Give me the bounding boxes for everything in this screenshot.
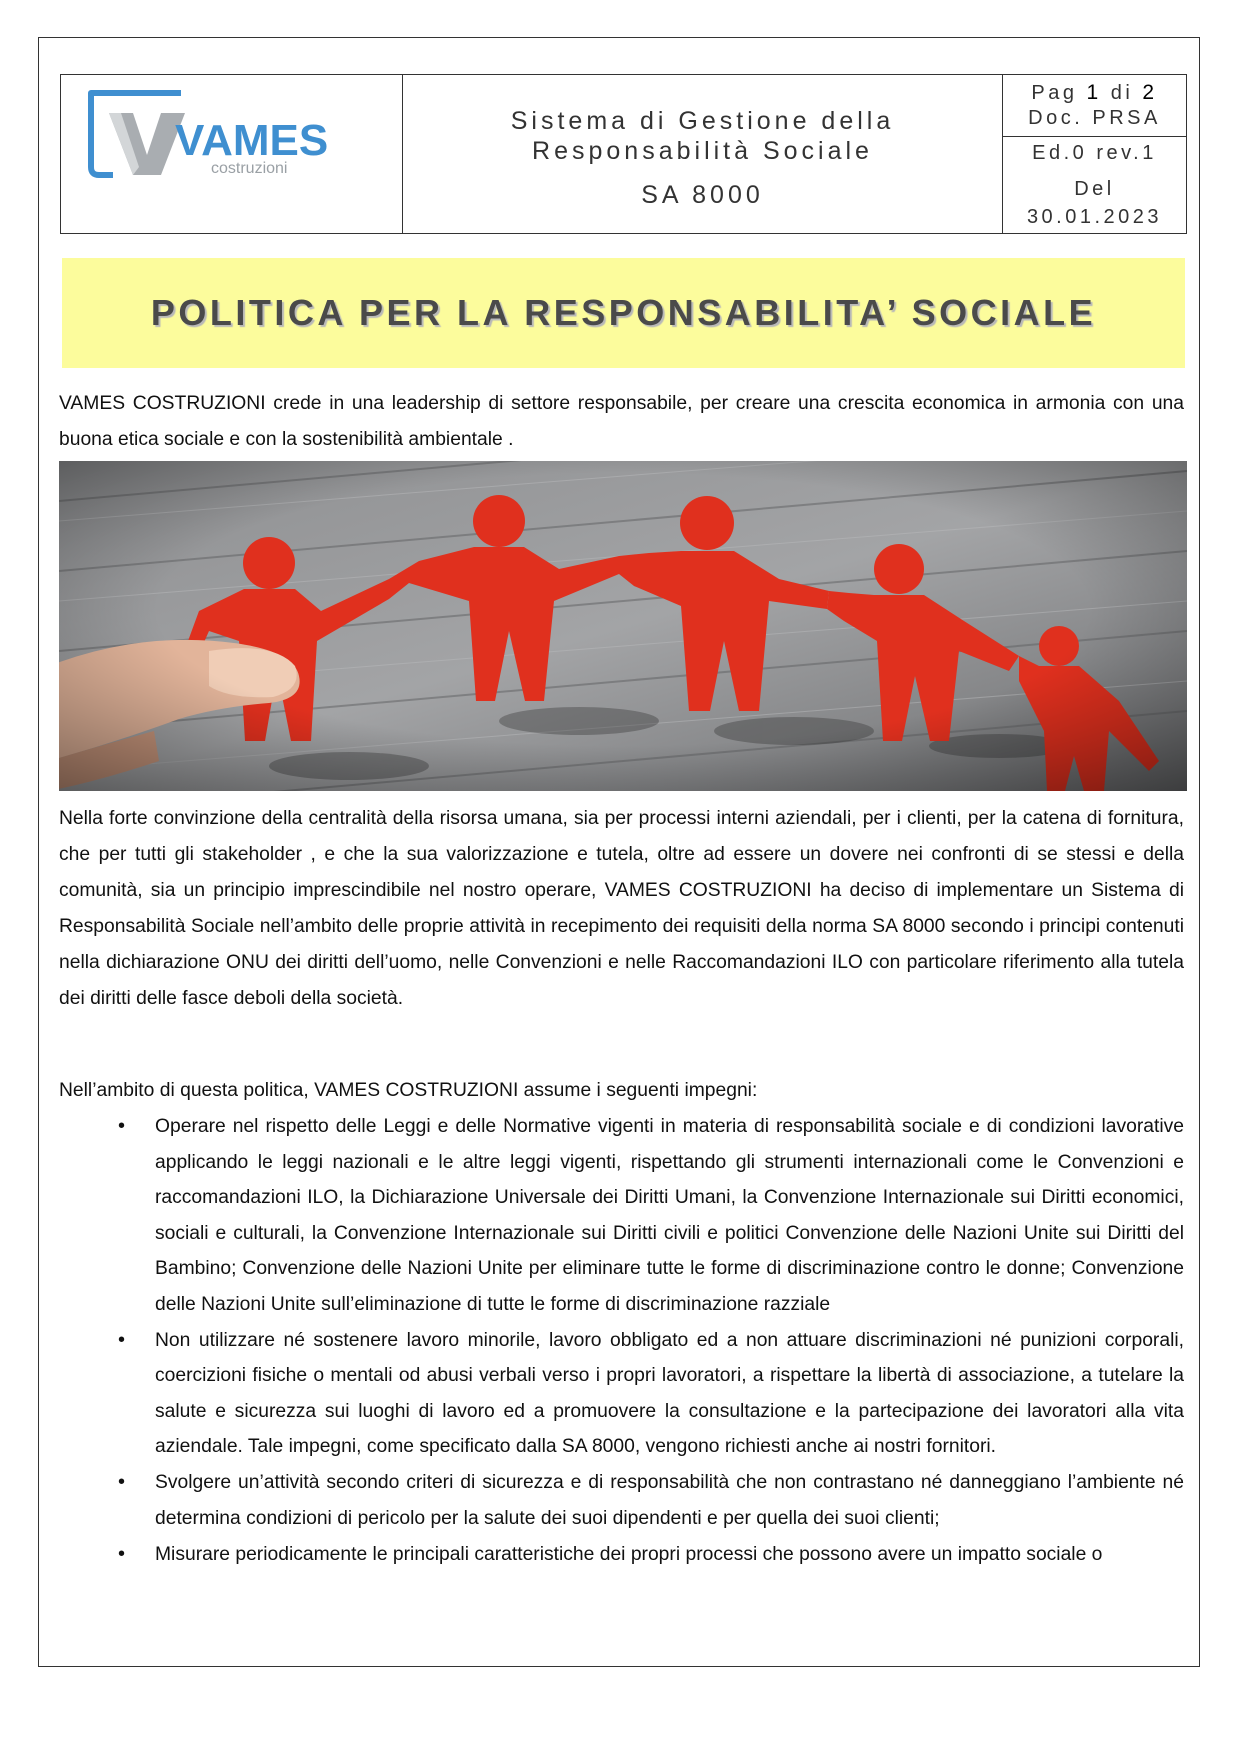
commitments-list bbox=[155, 1109, 1184, 1573]
list-item: • Non utilizzare né sostenere lavoro minorile, lavoro obbligato ed a non attuare discriminazioni né punizioni corporali, coercizioni fisiche o mentali od abusi verbali verso i propri lavoratori, a rispettare la libertà di associazione, a tutelare la salute e sicurezza sui luoghi di lavoro ed a promuovere la consultazione e la partecipazione dei lavoratori alla vita aziendale. Tale impegni, come specificato dalla SA 8000, vengono richiesti anche ai nostri fornitori. bbox=[155, 1323, 1184, 1465]
list-item: • Operare nel rispetto delle Leggi e delle Normative vigenti in materia di responsabilità sociale e di condizioni lavorative applicando le leggi nazionali e le altre leggi vigenti, rispettando gli strumenti internazionali come le Convenzioni e raccomandazioni ILO, la Dichiarazione Universale dei Diritti Umani, la Convenzione Internazionale sui Diritti economici, sociali e culturali, la Convenzione Internazionale sui Diritti civili e politici Convenzione delle Nazioni Unite sui Diritti del Bambino; Convenzione delle Nazioni Unite per eliminare tutte le forme di discriminazione contro le donne; Convenzione delle Nazioni Unite sull’eliminazione di tutte le forme di discriminazione razziale bbox=[155, 1109, 1184, 1322]
title-banner bbox=[62, 258, 1185, 368]
title-line-1: Sistema di Gestione della bbox=[510, 107, 895, 135]
doc-code: Doc. PRSA bbox=[1028, 107, 1161, 129]
intro-paragraph: VAMES COSTRUZIONI crede in una leadership di settore responsabile, per creare una crescita economica in armonia con una buona etica sociale e con la sostenibilità ambientale . bbox=[59, 393, 1184, 450]
standard-label: SA 8000 bbox=[641, 181, 764, 209]
main-paragraph: Nella forte convinzione della centralità della risorsa umana, sia per processi interni aziendali, per i clienti, per la catena di fornitura, che per tutti gli stakeholder , e che la sua valorizzazione e tutela, oltre ad essere un dovere nei confronti di se stessi e della comunità, sia un principio imprescindibile nel nostro operare, VAMES COSTRUZIONI ha deciso di implementare un Sistema di Responsabilità Sociale nell’ambito delle proprie attività in recepimento dei requisiti della norma SA 8000 secondo i principi contenuti nella dichiarazione ONU dei diritti dell’uomo, nelle Convenzioni e nelle Raccomandazioni ILO con particolare riferimento alla tutela dei diritti delle fasce deboli della società. bbox=[59, 808, 1184, 1009]
page-label: Pag bbox=[1031, 82, 1078, 104]
logo-sub: costruzioni bbox=[211, 160, 288, 177]
page-number bbox=[1031, 80, 1157, 106]
document-title: POLITICA PER LA RESPONSABILITA’ SOCIALE bbox=[150, 292, 1097, 333]
date: 30.01.2023 bbox=[1026, 206, 1163, 228]
page-current: 1 bbox=[1086, 81, 1102, 104]
header-title bbox=[403, 75, 1003, 233]
list-item: • Misurare periodicamente le principali caratteristiche dei propri processi che possono avere un impatto sociale o bbox=[155, 1537, 1184, 1573]
header-meta bbox=[1003, 75, 1186, 233]
list-item: • Svolgere un’attività secondo criteri di sicurezza e di responsabilità che non contrastano né danneggiano l’ambiente né determina condizioni di pericolo per la salute dei suoi dipendenti e per quella dei suoi clienti; bbox=[155, 1465, 1184, 1536]
date-label: Del bbox=[1074, 178, 1115, 200]
meta-bottom bbox=[1003, 137, 1186, 233]
page-total: 2 bbox=[1142, 81, 1158, 104]
page-of: di bbox=[1110, 82, 1134, 104]
edition: Ed.0 rev.1 bbox=[1032, 142, 1157, 164]
document-header bbox=[60, 74, 1187, 234]
meta-top bbox=[1003, 75, 1186, 137]
title-line-2: Responsabilità Sociale bbox=[532, 137, 873, 165]
company-logo bbox=[61, 75, 403, 233]
commitments-lead: Nell’ambito di questa politica, VAMES COSTRUZIONI assume i seguenti impegni: bbox=[59, 1080, 758, 1101]
paper-chain-photo bbox=[59, 461, 1187, 791]
logo-brand: VAMES bbox=[175, 116, 329, 165]
